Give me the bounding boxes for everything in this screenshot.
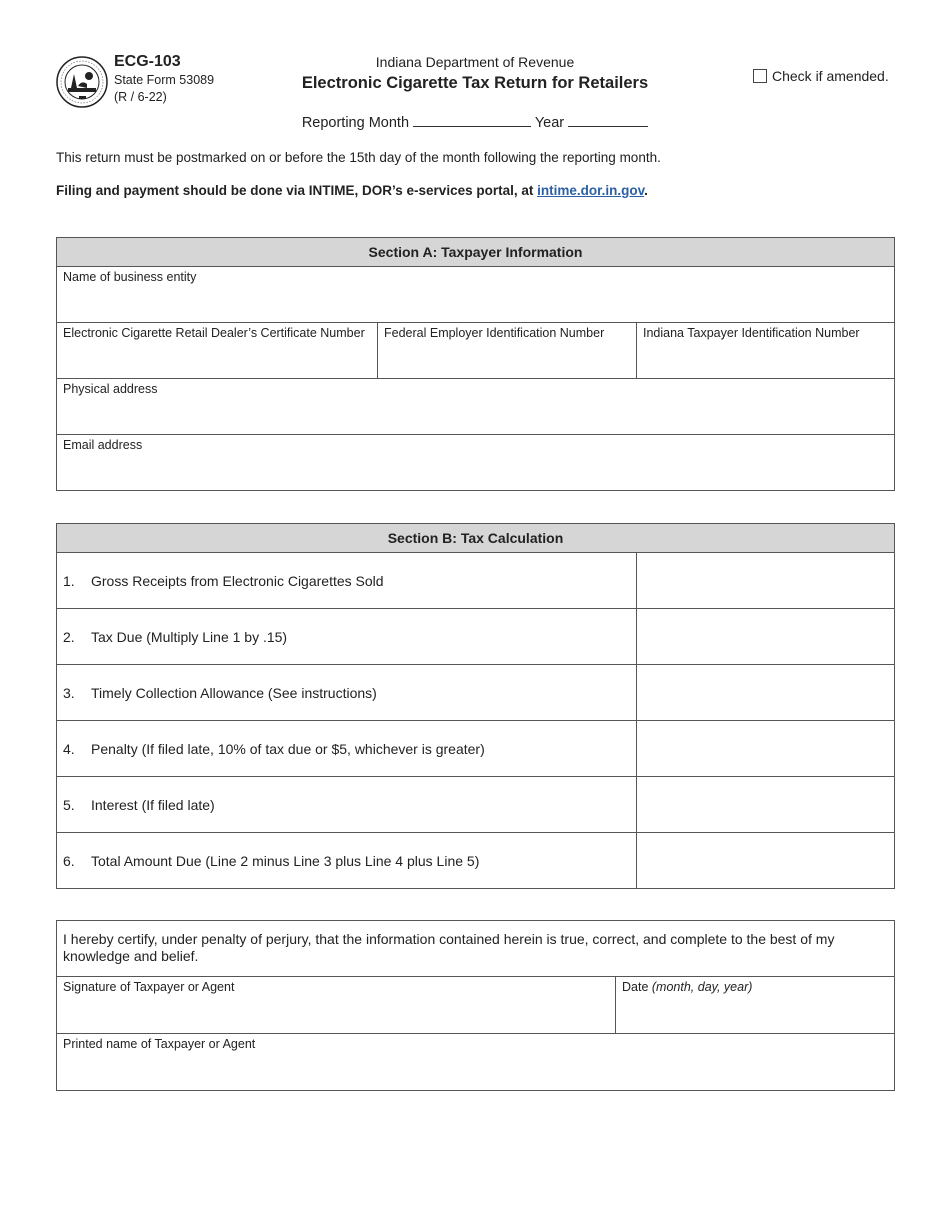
amended-label: Check if amended.: [772, 68, 889, 84]
section-a-title: Section A: Taxpayer Information: [57, 238, 895, 267]
section-b-table: [56, 523, 895, 889]
amended-checkbox-group: [753, 68, 889, 84]
certificate-number-field[interactable]: [57, 323, 378, 379]
certification-statement: I hereby certify, under penalty of perjury, that the information contained herein is true, correct, and complete to the best of my knowledge and belief.: [57, 921, 895, 977]
printed-name-label: Printed name of Taxpayer or Agent: [63, 1037, 256, 1051]
filing-instruction-text: Filing and payment should be done via INTIME, DOR’s e-services portal, at: [56, 183, 538, 198]
line-label: Interest (If filed late): [91, 796, 215, 813]
year-field[interactable]: [568, 113, 648, 127]
physical-address-field[interactable]: [57, 379, 895, 435]
date-field[interactable]: [616, 977, 895, 1034]
line-label: Timely Collection Allowance (See instructions): [91, 684, 377, 701]
tax-line-5: [57, 777, 895, 833]
date-label: Date: [622, 980, 649, 994]
signature-field[interactable]: [57, 977, 616, 1034]
reporting-period: [200, 113, 750, 131]
tax-line-1: [57, 553, 895, 609]
postmark-instruction: This return must be postmarked on or before the 15th day of the month following the reporting month.: [56, 150, 661, 165]
line-number: 3.: [63, 684, 75, 701]
intime-link[interactable]: intime.dor.in.gov: [537, 183, 645, 198]
printed-name-field[interactable]: [57, 1034, 895, 1091]
filing-instruction: [56, 183, 648, 198]
line-number: 2.: [63, 628, 75, 645]
fein-field[interactable]: [378, 323, 637, 379]
tax-line-6: [57, 833, 895, 889]
line-label: Penalty (If filed late, 10% of tax due or $5, whichever is greater): [91, 740, 485, 757]
tax-line-4: [57, 721, 895, 777]
certificate-number-label: Electronic Cigarette Retail Dealer’s Certificate Number: [63, 326, 365, 340]
itin-label: Indiana Taxpayer Identification Number: [643, 326, 860, 340]
line-5-amount-field[interactable]: [637, 777, 895, 833]
line-3-amount-field[interactable]: [637, 665, 895, 721]
line-4-amount-field[interactable]: [637, 721, 895, 777]
title-block: [200, 54, 750, 95]
revision-date: (R / 6-22): [114, 90, 167, 104]
reporting-month-label: Reporting Month: [301, 115, 410, 131]
tax-line-3: [57, 665, 895, 721]
line-6-amount-field[interactable]: [637, 833, 895, 889]
physical-address-label: Physical address: [63, 382, 158, 396]
signature-label: Signature of Taxpayer or Agent: [63, 980, 235, 994]
line-1-amount-field[interactable]: [637, 553, 895, 609]
year-label: Year: [534, 115, 565, 131]
form-number: ECG-103: [114, 53, 181, 70]
agency-name: Indiana Department of Revenue: [375, 54, 575, 70]
amended-checkbox[interactable]: [753, 69, 767, 83]
form-title: Electronic Cigarette Tax Return for Retailers: [301, 74, 649, 92]
line-label: Total Amount Due (Line 2 minus Line 3 plus Line 4 plus Line 5): [91, 852, 480, 869]
itin-field[interactable]: [637, 323, 895, 379]
filing-instruction-end: .: [644, 183, 648, 198]
email-label: Email address: [63, 438, 143, 452]
section-b-title: Section B: Tax Calculation: [57, 524, 895, 553]
line-label: Tax Due (Multiply Line 1 by .15): [91, 628, 288, 645]
line-2-amount-field[interactable]: [637, 609, 895, 665]
email-field[interactable]: [57, 435, 895, 491]
line-number: 6.: [63, 852, 75, 869]
state-form-number: State Form 53089: [114, 73, 215, 87]
business-name-label: Name of business entity: [63, 270, 197, 284]
certification-table: [56, 920, 895, 1091]
tax-line-2: [57, 609, 895, 665]
business-name-field[interactable]: [57, 267, 895, 323]
line-label: Gross Receipts from Electronic Cigarettes Sold: [91, 572, 384, 589]
line-number: 1.: [63, 572, 75, 589]
line-number: 4.: [63, 740, 75, 757]
line-number: 5.: [63, 796, 75, 813]
date-hint: (month, day, year): [651, 980, 753, 994]
fein-label: Federal Employer Identification Number: [384, 326, 605, 340]
section-a-table: [56, 237, 895, 491]
reporting-month-field[interactable]: [413, 113, 531, 127]
indiana-state-seal: [56, 56, 108, 108]
